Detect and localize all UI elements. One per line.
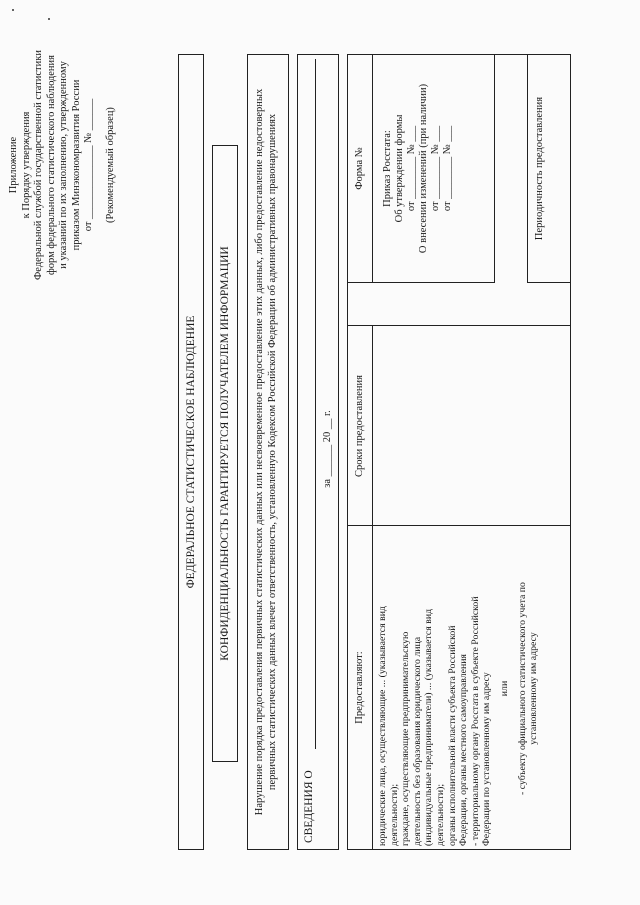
violation-line: первичных статистических данных влечет ответственность, установленную Кодексом Российской Федерации об административных правонарушениях <box>266 113 278 791</box>
or-word: или <box>498 680 510 697</box>
order-line: от ________ № ___ <box>430 125 441 212</box>
order-line: О внесении изменений (при наличии) <box>418 83 429 254</box>
federal-banner-text: ФЕДЕРАЛЬНОЕ СТАТИСТИЧЕСКОЕ НАБЛЮДЕНИЕ <box>185 315 197 589</box>
header-line: приказом Минэкономразвития России <box>70 79 82 251</box>
submitter-tail-line: установленному им адресу <box>528 632 540 745</box>
header-line: к Порядку утверждения <box>20 111 32 219</box>
svedenia-label: СВЕДЕНИЯ О <box>303 770 315 843</box>
svedenia-fill-line <box>315 59 316 749</box>
order-text <box>382 55 454 282</box>
form-number-block <box>347 54 495 283</box>
header-line: Федеральной службой государственной статистики <box>33 50 44 280</box>
violation-warning <box>247 54 289 850</box>
approval-header <box>8 15 117 315</box>
submitter-line: деятельности); <box>388 783 400 846</box>
order-line: от ________ № ___ <box>442 125 453 212</box>
col-header-submit: Предоставляют: <box>354 651 365 724</box>
form-header-divider <box>372 55 373 282</box>
sample-note: (Рекомендуемый образец) <box>104 107 116 223</box>
violation-line: Нарушение порядка предоставления первичных статистических данных или несвоевременное предоставление этих данных, либо предоставление недостоверных <box>254 88 265 816</box>
federal-banner <box>178 54 204 850</box>
svedenia-box <box>297 54 339 850</box>
confidentiality-banner <box>212 145 238 762</box>
periodicity-block <box>527 54 571 283</box>
order-line: от ________ № ___ <box>406 125 417 212</box>
header-line: и указаний по их заполнению, утвержденному <box>58 61 69 269</box>
submitter-line: Федерации, органы местного самоуправления <box>458 654 470 846</box>
submitter-line: Федерации по установленному им адресу <box>481 672 493 846</box>
submitter-line: деятельность без образования юридического лица <box>411 636 423 846</box>
col-header-form: Форма № <box>354 147 365 190</box>
submitter-line: органы исполнительной власти субъекта Российской <box>446 625 458 846</box>
confidentiality-text: КОНФИДЕНЦИАЛЬНОСТЬ ГАРАНТИРУЕТСЯ ПОЛУЧАТЕЛЕМ ИНФОРМАЦИИ <box>219 246 231 661</box>
periodicity-label: Периодичность предоставления <box>534 96 545 241</box>
order-line: Об утверждении формы <box>394 114 405 223</box>
order-line: Приказ Росстата: <box>382 130 393 207</box>
table-col-divider <box>348 525 570 526</box>
submitter-line: (индивидуальные предприниматели) ... (указывается вид <box>423 608 435 846</box>
header-line: Приложение <box>8 136 19 194</box>
col-header-deadline: Сроки предоставления <box>354 375 365 477</box>
table-col-divider <box>348 325 570 326</box>
submitter-line: граждане, осуществляющие предпринимательскую <box>400 631 412 846</box>
table-header-divider <box>372 326 373 849</box>
submitters-text <box>377 531 540 846</box>
submitter-tail-line: - субъекту официального статистического учета по <box>516 582 528 795</box>
submitter-line: - территориальному органу Росстата в субъекте Российской <box>469 596 481 846</box>
submitter-line: юридические лица, осуществляющие ... (указывается вид <box>377 606 388 846</box>
period-line: за ______ 20 __ г. <box>322 410 333 488</box>
header-line: форм федерального статистического наблюдения <box>45 55 57 275</box>
submitter-line: деятельности); <box>434 783 446 846</box>
header-line: от ______________ № ______ <box>83 98 94 232</box>
